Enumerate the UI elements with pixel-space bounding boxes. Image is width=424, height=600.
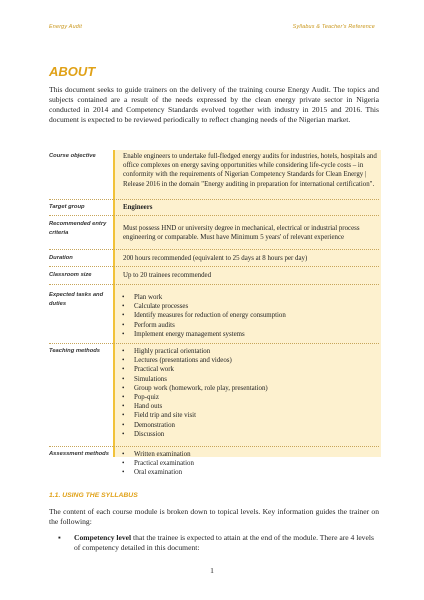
- list-item: • Simulations: [119, 375, 373, 384]
- row-divider: [49, 199, 379, 200]
- row-label: Classroom size: [49, 272, 92, 278]
- methods-list: [119, 347, 373, 439]
- row-value: Up to 20 trainees recommended: [123, 272, 212, 279]
- list-item: • Group work (homework, role play, presentation): [119, 384, 373, 393]
- list-item: • Identify measures for reduction of energy consumption: [119, 311, 373, 320]
- row-divider: [49, 249, 379, 250]
- bullet-icon: ▪: [58, 533, 61, 542]
- row-label: Target group: [49, 204, 85, 210]
- intro-paragraph: This document seeks to guide trainers on the delivery of the training course Energy Audit. The topics and subjects contained are a result of the needs expressed by the clean energy private sector in Nigeria conducted in 2014 and Competency Standards evolved together with industry in 2015 and 2016. This document is expected to be reviewed periodically to reflect changing needs of the Nigerian market.: [49, 85, 379, 124]
- list-item: • Lectures (presentations and videos): [119, 356, 373, 365]
- row-value: 200 hours recommended (equivalent to 25 days at 8 hours per day): [123, 255, 308, 262]
- header-left: Energy Audit: [49, 24, 83, 30]
- section-heading: 1.1. USING THE SYLLABUS: [49, 492, 138, 499]
- row-label: Recommended entry criteria: [49, 221, 107, 236]
- row-label: Course objective: [49, 153, 96, 159]
- row-divider: [49, 343, 379, 344]
- bullet-bold: Competency level: [74, 533, 132, 542]
- list-item: • Plan work: [119, 293, 373, 302]
- list-item: • Discussion: [119, 430, 373, 439]
- page-title: ABOUT: [49, 64, 96, 79]
- list-item: • Oral examination: [119, 468, 373, 477]
- row-divider: [49, 284, 379, 285]
- row-value: Engineers: [123, 204, 153, 211]
- row-divider: [49, 215, 379, 216]
- bullet-rest: that the trainee is expected to attain at the end of the module. There are 4 levels of competency detailed in this document:: [74, 533, 374, 552]
- bullet-text: [74, 533, 379, 553]
- row-label: Duration: [49, 255, 73, 261]
- row-label: Teaching methods: [49, 348, 100, 354]
- row-label: Expected tasks and duties: [49, 292, 104, 307]
- list-item: • Written examination: [119, 450, 373, 459]
- assessment-list: [119, 450, 373, 478]
- list-item: • Field trip and site visit: [119, 411, 373, 420]
- list-item: • Practical work: [119, 365, 373, 374]
- list-item: • Demonstration: [119, 421, 373, 430]
- header-right: Syllabus & Teacher's Reference: [292, 24, 375, 30]
- syllabus-intro: The content of each course module is broken down to topical levels. Key information guides the trainer on the following:: [49, 507, 379, 526]
- row-label: Assessment methods: [49, 451, 109, 457]
- row-value: Enable engineers to undertake full-fledged energy audits for industries, hotels, hospitals and office complexes on energy saving opportunities while considering life-cycle costs – in conformity with the requirements of Nigerian Competency Standards for Clean Energy | Release 2016 in the domain "Energy auditing in preparation for international certification".: [123, 153, 377, 188]
- tasks-list: [119, 293, 373, 339]
- list-item: • Hand outs: [119, 402, 373, 411]
- page-number: 1: [210, 566, 214, 575]
- list-item: • Practical examination: [119, 459, 373, 468]
- list-item: • Calculate processes: [119, 302, 373, 311]
- list-item: • Highly practical orientation: [119, 347, 373, 356]
- list-item: • Pop-quiz: [119, 393, 373, 402]
- row-value: Must possess HND or university degree in mechanical, electrical or industrial process engineering or comparable. Must have Minimum 5 years' of relevant experience: [123, 225, 360, 242]
- list-item: • Perform audits: [119, 321, 373, 330]
- row-divider: [49, 446, 379, 447]
- list-item: • Implement energy management systems: [119, 330, 373, 339]
- row-divider: [49, 266, 379, 267]
